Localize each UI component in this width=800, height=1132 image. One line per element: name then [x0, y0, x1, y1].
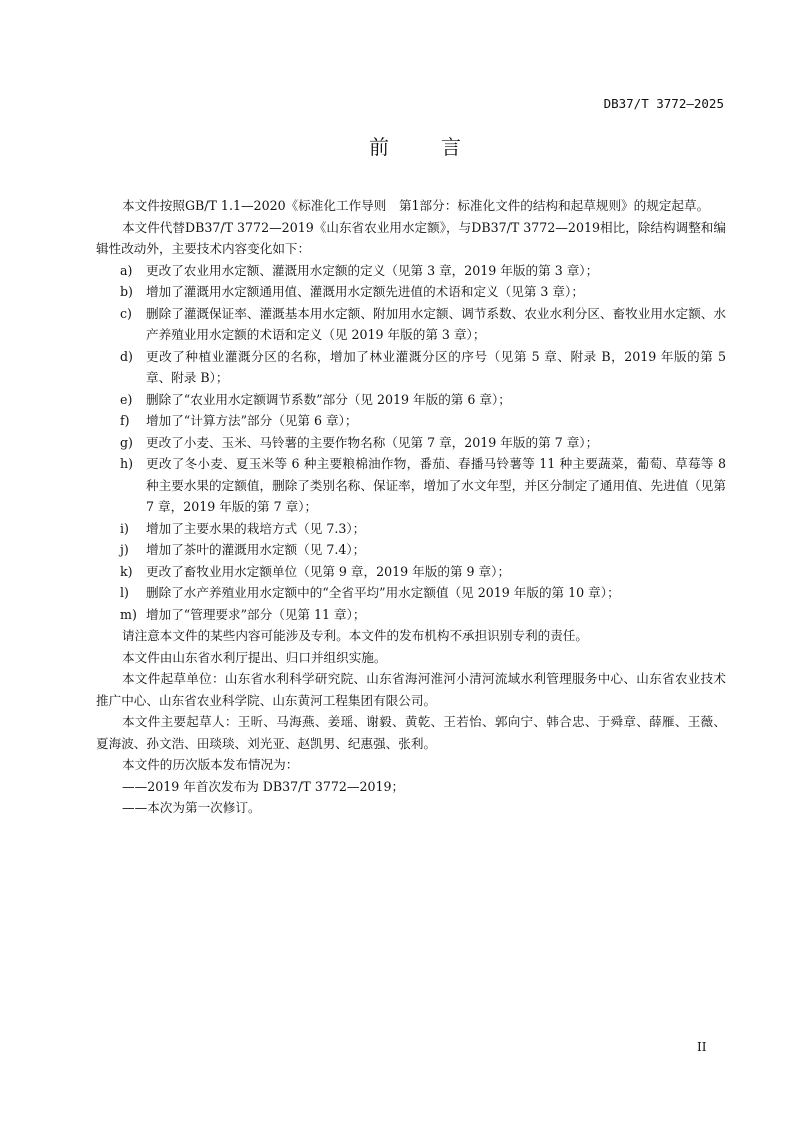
list-item	[120, 260, 726, 282]
list-item-text: 增加了“管理要求”部分（见第 11 章）；	[146, 606, 366, 622]
list-item	[120, 346, 726, 389]
list-item-label: i)	[120, 520, 129, 536]
page-title	[0, 131, 800, 160]
list-item	[120, 281, 726, 303]
list-item-label: e)	[120, 391, 133, 407]
list-item-label: c)	[120, 305, 132, 321]
list-item	[120, 518, 726, 540]
list-item	[120, 303, 726, 346]
list-item-label: a)	[120, 262, 133, 278]
list-item-label: k)	[120, 563, 133, 579]
drafters: 本文件主要起草人：王昕、马海燕、姜瑶、谢毅、黄乾、王若怡、郭向宁、韩合忠、于舜章、薛雁、王薇、夏海波、孙文浩、田琰琰、刘光亚、赵凯男、纪惠强、张利。	[96, 714, 726, 751]
list-item	[120, 432, 726, 454]
list-item-text: 删除了“农业用水定额调节系数”部分（见 2019 年版的第 6 章）；	[146, 391, 511, 407]
list-item-label: m)	[120, 606, 137, 622]
intro-paragraph: 本文件代替DB37/T 3772—2019《山东省农业用水定额》，与DB37/T 3772—2019相比，除结构调整和编辑性改动外，主要技术内容变化如下：	[96, 219, 726, 256]
list-item-label: j)	[120, 542, 129, 557]
list-item	[120, 410, 726, 432]
list-item-label: d)	[120, 348, 133, 364]
title-char-1: 前	[369, 135, 389, 159]
list-item-text: 更改了冬小麦、夏玉米等 6 种主要粮棉油作物，番茄、春播马铃薯等 11 种主要蔬菜，葡萄、草莓等 8 种主要水果的定额值，删除了类别名称、保证率，增加了水文年型，并区分制定了通用值、先进值（见第 7 章，2019 年版的第 7 章）；	[146, 456, 726, 514]
document-code: DB37/T 3772—2025	[603, 96, 724, 111]
changes-list	[96, 260, 726, 626]
intro-paragraph: 本文件按照GB/T 1.1—2020《标准化工作导则 第1部分：标准化文件的结构和起草规则》的规定起草。	[122, 198, 710, 213]
version-history-item: ——本次为第一次修订。	[122, 800, 261, 815]
proposer-statement: 本文件由山东省水利厅提出、归口并组织实施。	[122, 649, 387, 665]
list-item-text: 增加了茶叶的灌溉用水定额（见 7.4）；	[146, 542, 366, 557]
list-item	[120, 582, 726, 604]
patent-notice: 请注意本文件的某些内容可能涉及专利。本文件的发布机构不承担识别专利的责任。	[122, 628, 588, 643]
drafting-units: 本文件起草单位：山东省水利科学研究院、山东省海河淮河小清河流域水利管理服务中心、山东省农业技术推广中心、山东省农业科学院、山东黄河工程集团有限公司。	[96, 671, 726, 708]
list-item	[120, 453, 726, 518]
list-item	[120, 539, 726, 561]
list-item-text: 删除了灌溉保证率、灌溉基本用水定额、附加用水定额、调节系数、农业水利分区、畜牧业用水定额、水产养殖业用水定额的术语和定义（见 2019 年版的第 3 章）；	[146, 305, 726, 342]
list-item-label: f)	[120, 413, 130, 428]
list-item-label: h)	[120, 456, 134, 471]
list-item-text: 删除了水产养殖业用水定额中的“全省平均”用水定额值（见 2019 年版的第 10 章）；	[146, 585, 620, 600]
list-item-label: g)	[120, 434, 133, 450]
foreword-body	[96, 195, 726, 819]
version-history-item: ——2019 年首次发布为 DB37/T 3772—2019；	[122, 778, 405, 794]
list-item	[120, 389, 726, 411]
list-item-label: b)	[120, 284, 133, 299]
list-item-label: l)	[120, 585, 129, 600]
list-item-text: 增加了灌溉用水定额通用值、灌溉用水定额先进值的术语和定义（见第 3 章）；	[146, 284, 584, 299]
list-item-text: 更改了种植业灌溉分区的名称，增加了林业灌溉分区的序号（见第 5 章、附录 B，2019 年版的第 5 章、附录 B）；	[146, 348, 726, 385]
version-history-heading: 本文件的历次版本发布情况为：	[122, 757, 299, 772]
list-item-text: 更改了小麦、玉米、马铃薯的主要作物名称（见第 7 章，2019 年版的第 7 章）；	[146, 434, 599, 450]
list-item-text: 更改了畜牧业用水定额单位（见第 9 章，2019 年版的第 9 章）；	[146, 563, 511, 579]
title-char-2: 言	[441, 135, 461, 159]
list-item-text: 增加了主要水果的栽培方式（见 7.3）；	[146, 520, 366, 536]
page-number: II	[697, 1040, 707, 1054]
list-item	[120, 604, 726, 626]
list-item	[120, 561, 726, 583]
list-item-text: 增加了“计算方法”部分（见第 6 章）；	[146, 413, 358, 428]
list-item-text: 更改了农业用水定额、灌溉用水定额的定义（见第 3 章，2019 年版的第 3 章）；	[146, 262, 599, 278]
